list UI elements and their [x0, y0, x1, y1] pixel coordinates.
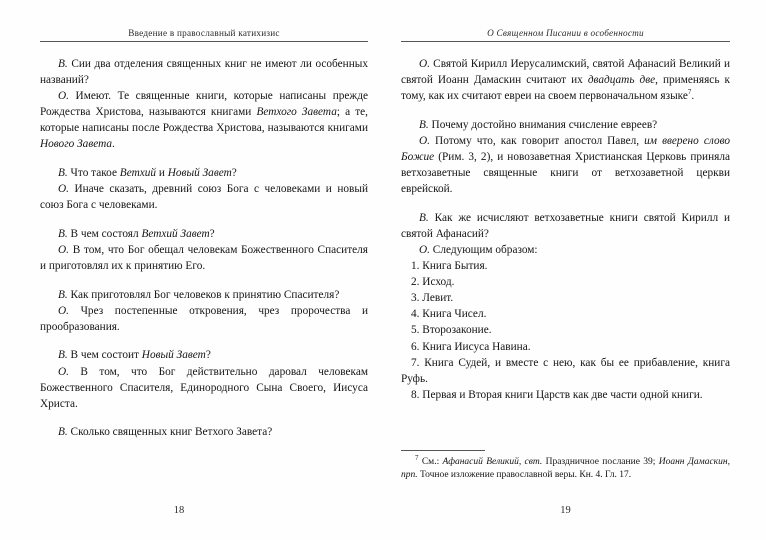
right-running-head: О Священном Писании в особенности [487, 28, 644, 38]
speaker-marker: В. [419, 118, 429, 131]
emphasis-term: Нового Завета [40, 138, 113, 151]
speaker-marker: О. [419, 243, 430, 256]
question-text: Что такое [67, 167, 120, 180]
question-block [401, 117, 730, 133]
emphasis-term: Новый Завет [167, 167, 232, 180]
answer-text: В том, что Бог обещал человекам Божественного Спасителя и приготовлял их к принятию Его. [40, 243, 368, 273]
left-header-rule [40, 41, 368, 42]
speaker-marker: В. [58, 167, 68, 180]
list-item: 5. Второзаконие. [411, 324, 492, 337]
footnote-marker: 7 [415, 453, 419, 462]
speaker-marker: О. [419, 58, 430, 70]
question-block [40, 287, 368, 303]
answer-block [40, 242, 368, 274]
answer-block [401, 56, 730, 104]
question-text: В чем состоял [67, 227, 142, 240]
question-text: ? [209, 227, 215, 240]
author-name: Афанасий Великий, свт. [442, 456, 543, 467]
footnote-text: $^7$ См.: Афанасий Великий, свт. Праздничное послание 39; Иоанн Дамаскин, прп. Точное изложение православной веры. Кн. 4. Гл. 17. [401, 453, 730, 480]
answer-text: ; а те, которые написаны после Рождества Христова, называются книгами [40, 106, 368, 135]
speaker-marker: В. [58, 227, 68, 240]
right-page-number: 19 [560, 505, 571, 516]
list-item: 6. Книга Иисуса Навина. [411, 340, 531, 353]
question-text: ? [231, 167, 237, 180]
footnote [401, 453, 730, 482]
list-item: 3. Левит. [411, 292, 454, 305]
answer-block [40, 181, 368, 213]
speaker-marker: О. [58, 365, 69, 378]
answer-block [40, 364, 368, 412]
emphasis-term: двадцать две [587, 74, 656, 87]
question-text: Как же исчисляют ветхозаветные книги святой Кирилл и святой Афанасий? [401, 211, 730, 240]
answer-block [40, 88, 368, 152]
list-item: 4. Книга Чисел. [411, 308, 487, 321]
question-block [40, 56, 368, 88]
left-page-number: 18 [173, 505, 185, 516]
question-text: Сии два отделения священных книг не имеют ли особенных названий? [40, 58, 368, 87]
answer-text: В том, что Бог действительно даровал человекам Божественного Спасителя, Единородного Сына Своего, Иисуса Христа. [40, 365, 368, 410]
speaker-marker: В. [419, 211, 429, 224]
right-page-body [401, 56, 730, 403]
answer-block [40, 303, 368, 335]
answer-text: , применяясь к тому, как их считают евреи на своем первоначальном языке [401, 74, 730, 103]
list-item: 7. Книга Судей, и вместе с нею, как бы ее прибавление, книга Руфь. [401, 356, 730, 385]
question-text: ? [205, 349, 211, 362]
answer-text: . [691, 90, 695, 103]
speaker-marker: О. [58, 90, 69, 103]
speaker-marker: О. [419, 134, 430, 147]
question-text: Сколько священных книг Ветхого Завета? [67, 426, 273, 439]
question-block [40, 165, 368, 181]
answer-block [401, 133, 730, 197]
answer-text: . [112, 138, 115, 151]
emphasis-term: Ветхого Завета [256, 106, 337, 119]
footnote-reference[interactable]: 7 [687, 88, 692, 97]
answer-text: Потому что, как говорит апостол Павел, [429, 134, 645, 147]
answer-text: Святой Кирилл Иерусалимский, святой Афанасий Великий и святой Иоанн Дамаскин считают их [401, 58, 730, 87]
speaker-marker: В. [58, 58, 68, 70]
question-block [40, 424, 368, 440]
question-text: Как приготовлял Бог человеков к принятию Спасителя? [67, 288, 340, 301]
emphasis-term: Ветхий [119, 167, 157, 180]
author-name: Иоанн Дамаскин, прп. [401, 456, 730, 480]
question-text: и [156, 167, 168, 180]
right-header-rule [401, 41, 730, 42]
answer-text: (Рим. 3, 2), и новозаветная Христианская Церковь приняла ветхозаветные священные книги от ветхозаветной церкви еврейской. [401, 150, 730, 196]
footnote-separator-rule [401, 450, 485, 451]
emphasis-term: Ветхий Завет [141, 227, 210, 240]
footnote-area [401, 450, 730, 482]
left-running-head: Введение в православный катихизис [128, 28, 280, 38]
answer-text: Имеют. Те священные книги, которые написаны прежде Рождества Христова, называются книгами [40, 90, 368, 119]
question-block [40, 226, 368, 242]
left-page-body [40, 56, 368, 440]
right-page [383, 0, 766, 540]
speaker-marker: О. [58, 183, 69, 196]
list-item: 1. Книга Бытия. [411, 260, 488, 273]
speaker-marker: В. [58, 349, 68, 362]
list-item: 8. Первая и Вторая книги Царств как две части одной книги. [411, 388, 703, 401]
answer-text: Следующим образом: [429, 243, 538, 256]
answer-text: Иначе сказать, древний союз Бога с человеками и новый союз Бога с человеками. [40, 183, 368, 212]
question-text: В чем состоит [67, 349, 142, 362]
question-block [401, 210, 730, 242]
list-item: 2. Исход. [411, 276, 455, 289]
question-block [40, 347, 368, 363]
answer-block [401, 242, 730, 258]
speaker-marker: В. [58, 288, 68, 301]
speaker-marker: В. [58, 426, 68, 439]
question-text: Почему достойно внимания счисление евреев? [428, 118, 658, 131]
speaker-marker: О. [58, 304, 69, 317]
emphasis-term: Новый Завет [141, 349, 206, 362]
answer-text: Чрез постепенные откровения, чрез пророчества и прообразования. [40, 304, 368, 333]
scripture-quote: им вверено слово Божие [401, 134, 730, 163]
speaker-marker: О. [58, 243, 69, 256]
